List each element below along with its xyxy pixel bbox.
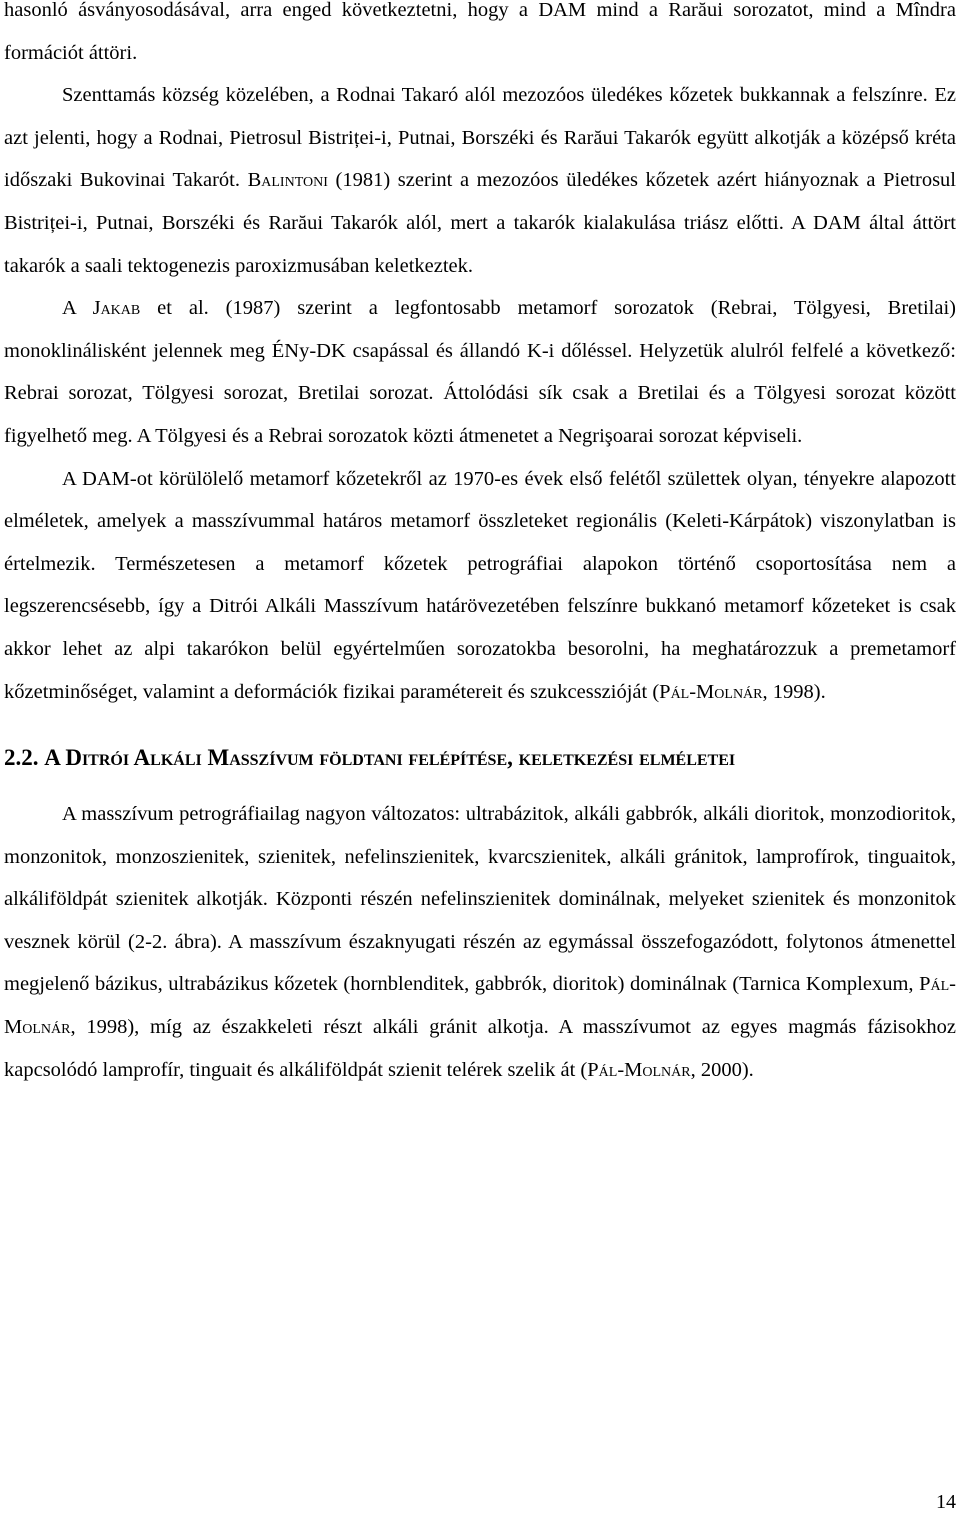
page-number: 14 [936, 1491, 956, 1513]
paragraph-1 [0, 0, 956, 74]
paragraph-1-text: hasonló ásványosodásával, arra enged következtetni, hogy a DAM mind a Rarăui sorozatot, mind a Mîndra formációt áttöri. [4, 0, 956, 64]
paragraph-2-text-cont: (1981) szerint a mezozóos üledékes kőzetek azért hiányoznak a Pietrosul Bistriței-i, Putnai, Borszéki és Rarăui Takarók alól, mert a takarók kialakulása triász előtti. A DAM által áttört takarók a saali tektogenezis paroxizmusában keletkeztek. [4, 169, 956, 277]
paragraph-5 [0, 793, 956, 1091]
author-citation: Pál-Molnár [587, 1058, 691, 1081]
section-title: A Ditrói Alkáli Masszívum földtani felépítése, keletkezési elméletei [44, 745, 736, 771]
paragraph-3 [0, 287, 956, 457]
paragraph-3-text-cont: et al. (1987) szerint a legfontosabb metamorf sorozatok (Rebrai, Tölgyesi, Bretilai) monoklinálisként jelennek meg ÉNy-DK csapással és állandó K-i dőléssel. Helyzetük alulról felfelé a következő: Rebrai sorozat, Tölgyesi sorozat, Bretilai sorozat. Áttolódási sík csak a Bretilai és a Tölgyesi sorozat között figyelhető meg. A Tölgyesi és a Rebrai sorozatok közti átmenetet a Negrişoarai sorozat képviseli. [4, 297, 956, 447]
author-citation: Jakab [92, 297, 141, 320]
section-number: 2.2. [4, 745, 39, 771]
paragraph-5-text-mid: , 1998), míg az északkeleti részt alkáli gránit alkotja. A masszívumot az egyes magmás fázisokhoz kapcsolódó lamprofír, tinguait és alkáliföldpát szienit telérek szelik át ( [4, 1016, 956, 1081]
author-citation: Pál-Molnár [4, 973, 956, 1039]
paragraph-3-text: A [62, 297, 93, 320]
author-citation: Balintoni [247, 169, 328, 192]
paragraph-5-text: A masszívum petrográfiailag nagyon változatos: ultrabázitok, alkáli gabbrók, alkáli dioritok, monzodioritok, monzonitok, monzoszienitek, szienitek, nefelinszienitek, kvarcszienitek, alkáli gránitok, lamprofírok, tinguaitok, alkáliföldpát szienitek alkotják. Központi részén nefelinszienitek dominálnak, melyeket szienitek és monzonitok vesznek körül (2-2. ábra). A masszívum északnyugati részén az egymással összefogazódott, folytonos átmenettel megjelenő bázikus, ultrabázikus kőzetek (hornblenditek, gabbrók, dioritok) dominálnak (Tarnica Komplexum, [4, 803, 956, 996]
paragraph-2 [0, 74, 956, 287]
paragraph-4-text: A DAM-ot körülölelő metamorf kőzetekről az 1970-es évek első felétől születtek olyan, tényekre alapozott elméletek, amelyek a masszívummal határos metamorf összleteket regionális (Keleti-Kárpátok) viszonylatban is értelmezik. Természetesen a metamorf kőzetek petrográfiai alapokon történő csoportosítása nem a legszerencsésebb, így a Ditrói Alkáli Masszívum határövezetében felszínre bukkanó metamorf kőzeteket is csak akkor lehet az alpi takarókon belül egyértelműen sorozatokba besorolni, ha meghatározzuk a premetamorf kőzetminőséget, valamint a deformációk fizikai paramétereit és szukcesszióját ( [4, 467, 956, 703]
author-citation: Pál-Molnár [659, 680, 763, 703]
paragraph-5-text-end: , 2000). [690, 1058, 754, 1081]
paragraph-4-text-cont: , 1998). [762, 680, 826, 703]
section-heading [0, 737, 956, 779]
paragraph-2-text: Szenttamás község közelében, a Rodnai Takaró alól mezozóos üledékes kőzetek bukkannak a felszínre. Ez azt jelenti, hogy a Rodnai, Pietrosul Bistriței-i, Putnai, Borszéki és Rarăui Takarók együtt alkotják a középső kréta időszaki Bukovinai Takarót. [4, 84, 956, 192]
paragraph-4 [0, 458, 956, 714]
